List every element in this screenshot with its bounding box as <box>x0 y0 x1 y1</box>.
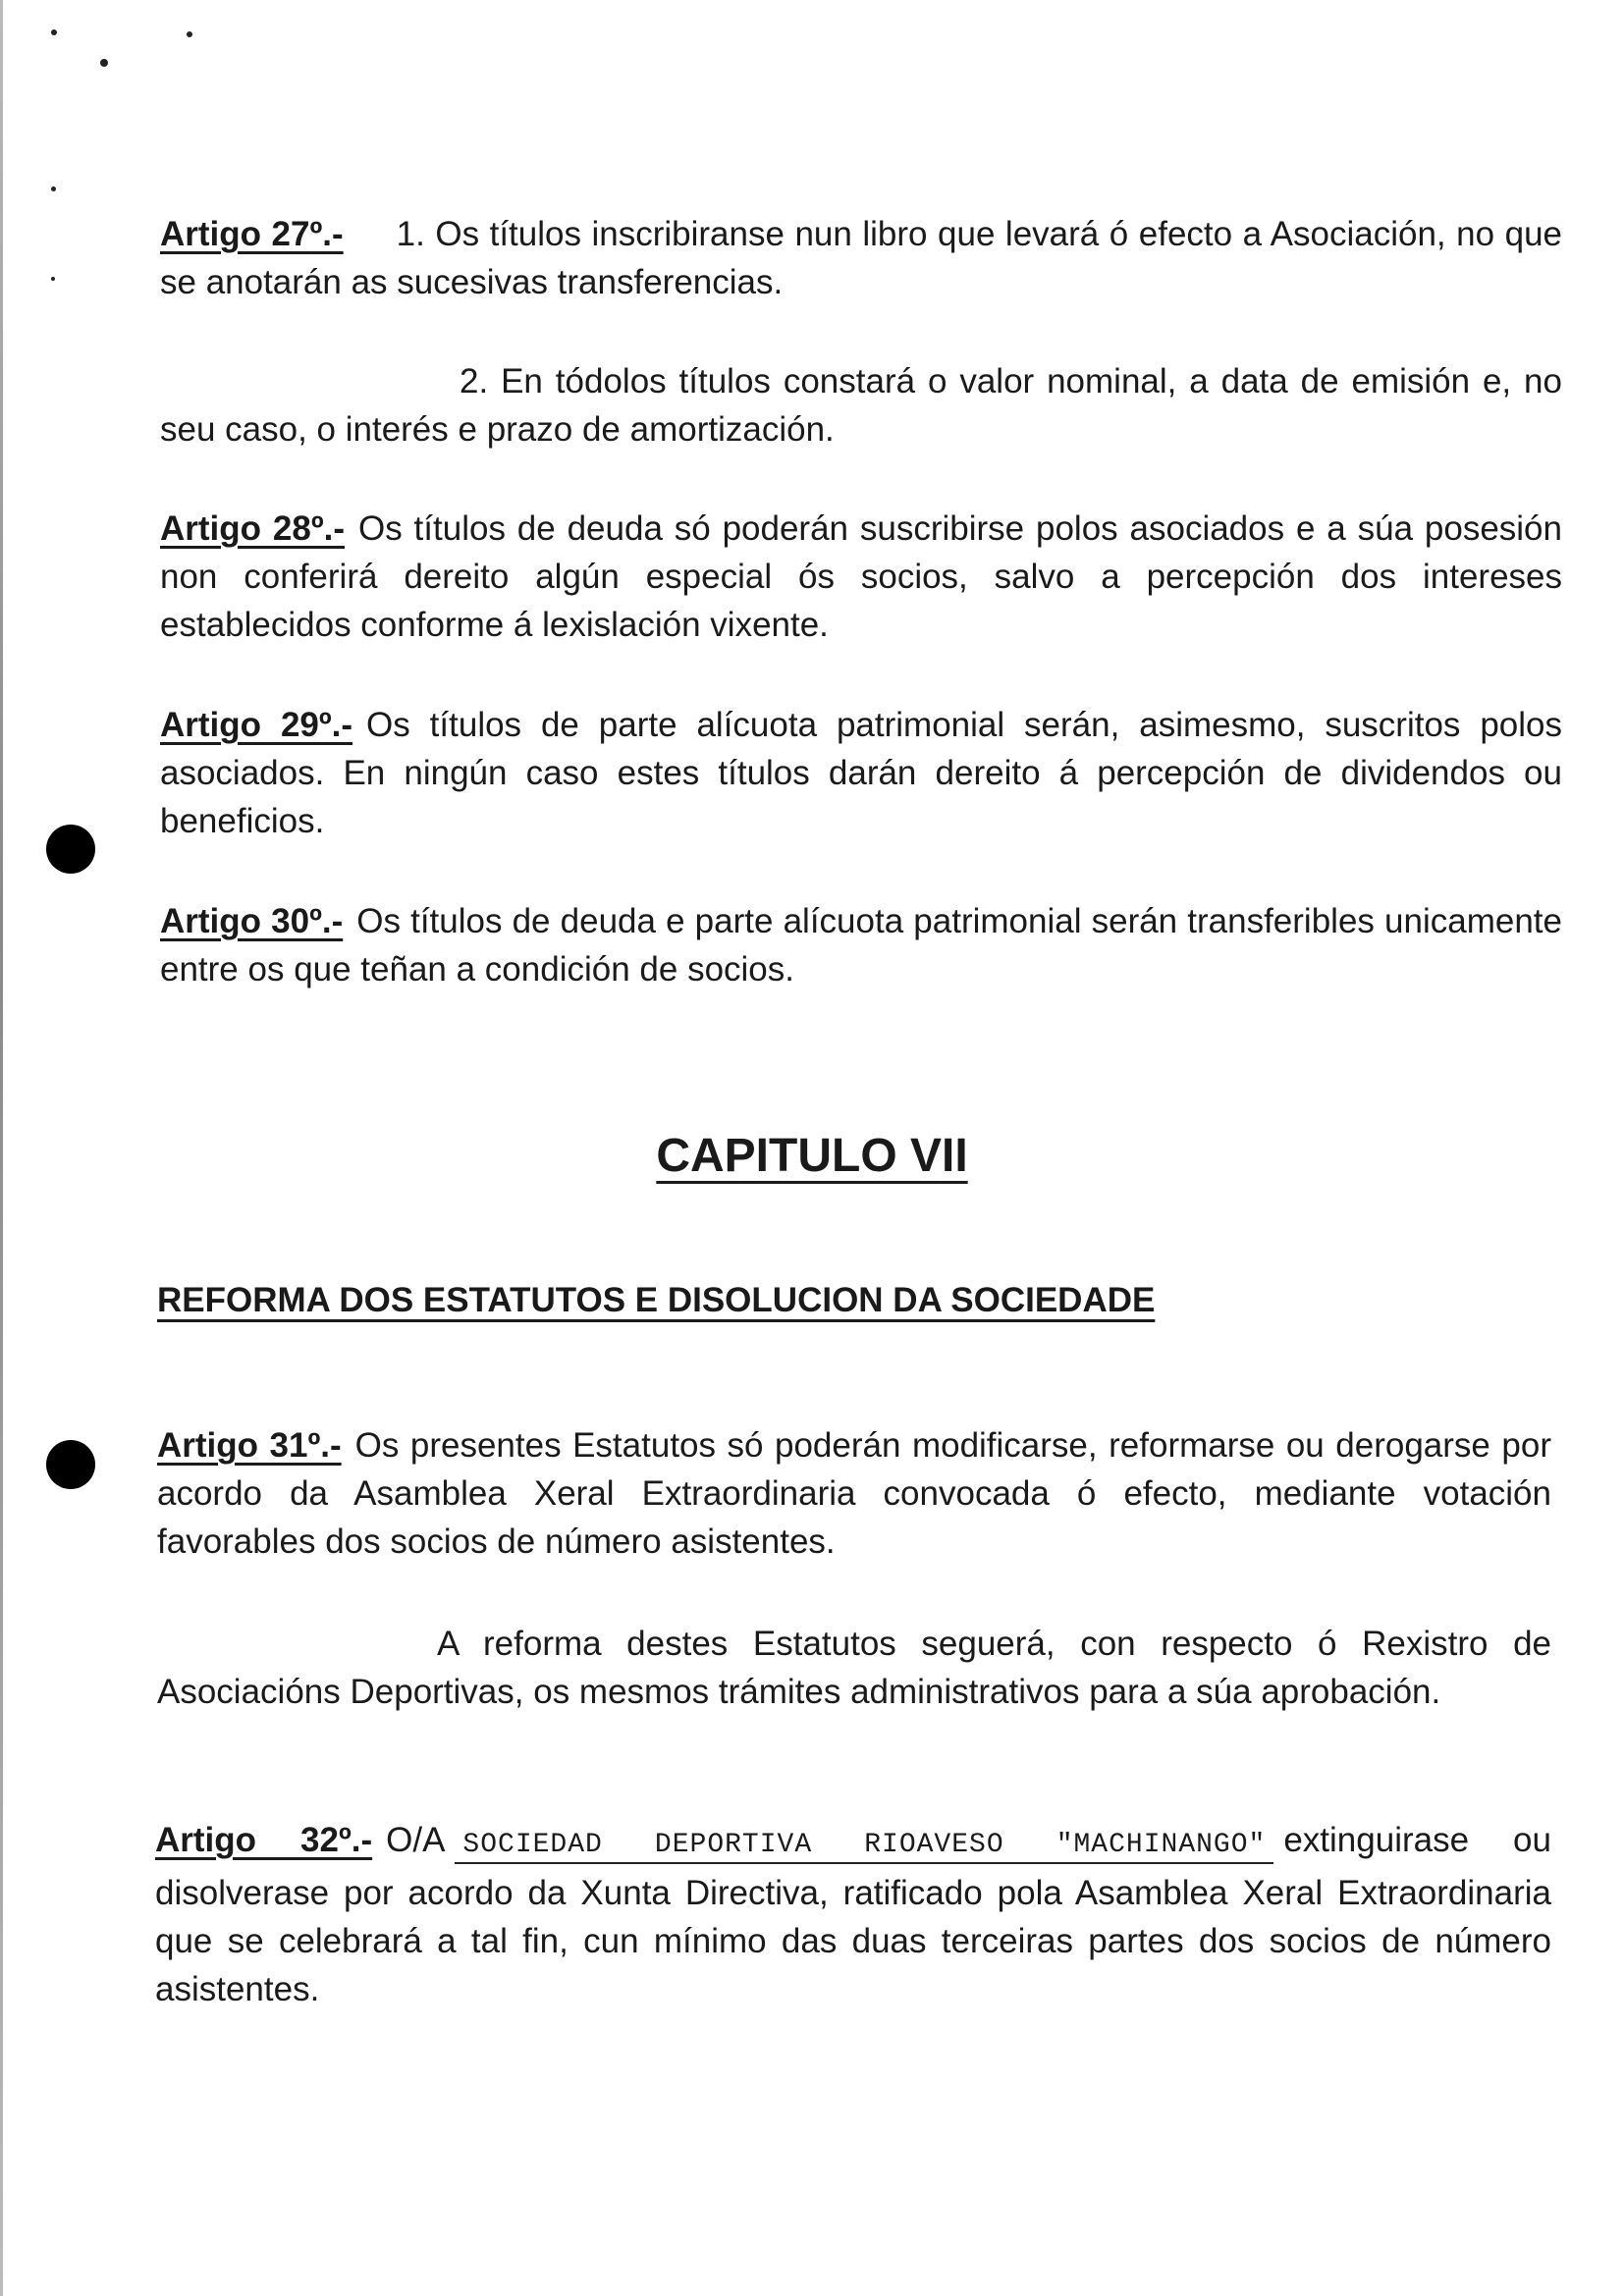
article-29 <box>160 701 1562 845</box>
scan-speck <box>51 187 56 191</box>
article-31-paragraph-2 <box>157 1620 1551 1716</box>
article-32-text: extinguirase ou disolverase por acordo da Xunta Directiva, ratificado pola Asamblea Xeral Extraordinaria que se celebrará a tal fin, cun mínimo das duas terceiras partes dos socios de número asistentes. <box>155 1821 1551 2008</box>
scan-speck <box>51 277 55 281</box>
article-31 <box>157 1421 1551 1566</box>
article-28-label: Artigo 28º.- <box>160 509 345 548</box>
article-27-text-2: 2. En tódolos títulos constará o valor nominal, a data de emisión e, no seu caso, o interés e prazo de amortización. <box>160 362 1562 449</box>
punch-hole <box>46 1440 95 1489</box>
article-30-text: Os títulos de deuda e parte alícuota patrimonial serán transferibles unicamente entre os que teñan a condición de socios. <box>160 902 1562 988</box>
article-32 <box>155 1816 1551 2013</box>
entity-name-field: SOCIEDAD DEPORTIVA RIOAVESO "MACHINANGO" <box>455 1830 1273 1864</box>
scan-speck <box>100 59 108 67</box>
article-31-text: Os presentes Estatutos só poderán modificarse, reformarse ou derogarse por acordo da Asamblea Xeral Extraordinaria convocada ó efecto, mediante votación favorables dos socios de número asistentes. <box>157 1426 1551 1561</box>
article-31-label: Artigo 31º.- <box>157 1426 342 1465</box>
article-32-label: Artigo 32º.- <box>155 1821 373 1859</box>
article-27-paragraph-2 <box>160 357 1562 454</box>
article-29-text: Os títulos de parte alícuota patrimonial serán, asimesmo, suscritos polos asociados. En ningún caso estes títulos darán dereito á percepción de dividendos ou beneficios. <box>160 706 1563 840</box>
scan-speck <box>51 29 57 35</box>
article-29-label: Artigo 29º.- <box>160 706 353 744</box>
section-title: REFORMA DOS ESTATUTOS E DISOLUCION DA SOCIEDADE <box>157 1281 1156 1319</box>
article-30 <box>160 897 1562 993</box>
punch-hole <box>46 825 95 874</box>
article-32-prefix: O/A <box>386 1821 446 1859</box>
article-28 <box>160 505 1562 649</box>
chapter-title: CAPITULO VII <box>656 1130 968 1182</box>
article-31-text-2: A reforma destes Estatutos seguerá, con respecto ó Rexistro de Asociacións Deportivas, os mesmos trámites administrativos para a súa aprobación. <box>157 1625 1551 1711</box>
article-28-text: Os títulos de deuda só poderán suscribirse polos asociados e a súa posesión non conferirá dereito algún especial ós socios, salvo a percepción dos intereses establecidos conforme á lexislación vixente. <box>160 509 1562 644</box>
article-27-label: Artigo 27º.- <box>160 215 344 253</box>
scan-speck <box>187 31 192 37</box>
article-27 <box>160 210 1562 306</box>
article-30-label: Artigo 30º.- <box>160 902 344 940</box>
article-27-text: 1. Os títulos inscribiranse nun libro que levará ó efecto a Asociación, no que se anotarán as sucesivas transferencias. <box>160 215 1562 301</box>
